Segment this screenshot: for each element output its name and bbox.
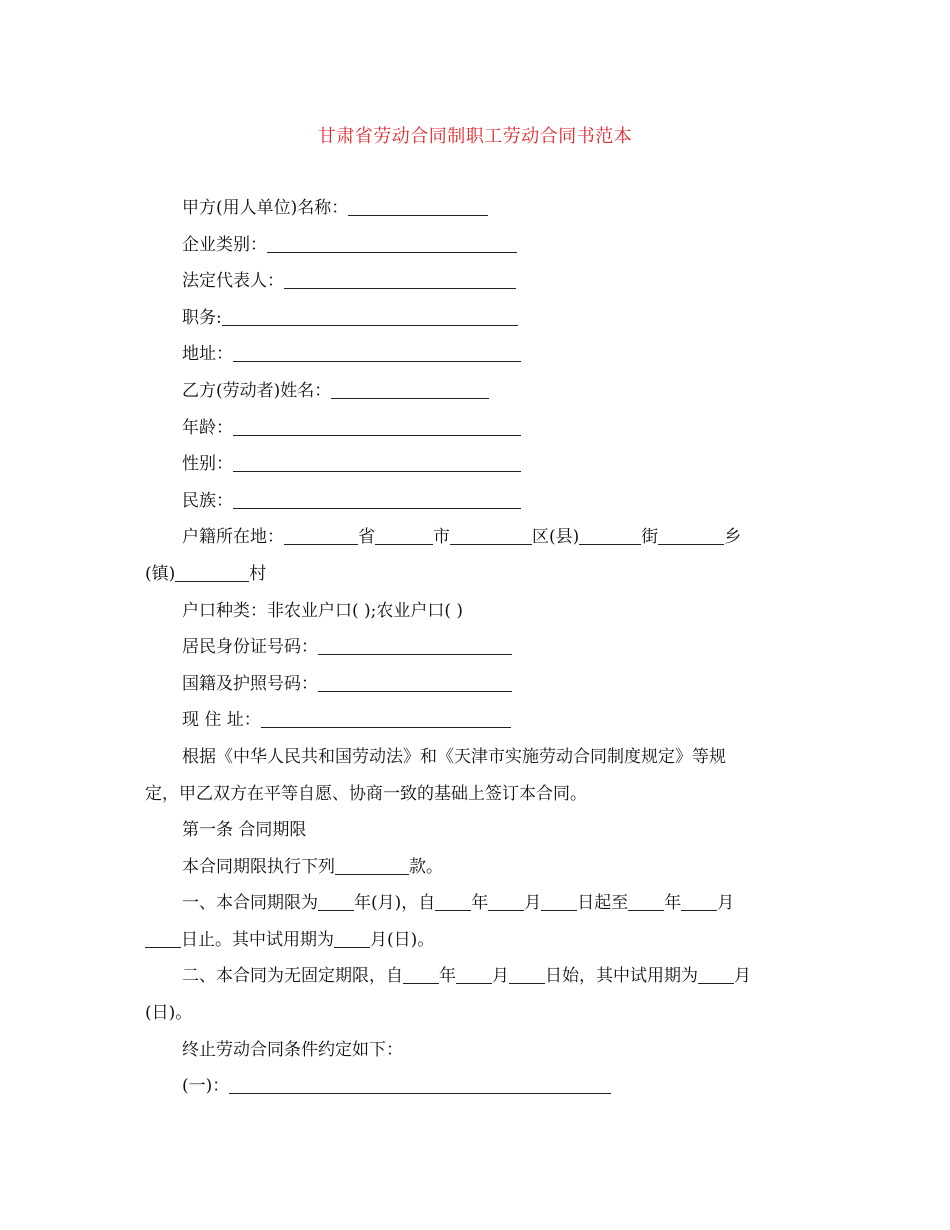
enterprise-type-blank[interactable]	[267, 233, 517, 253]
end-year-blank[interactable]	[628, 891, 664, 911]
term-open-text-a: 二、本合同为无固定期限，自	[182, 966, 403, 987]
term-choice-text-b: 款。	[409, 856, 443, 877]
termination-item-1-label: (一)：	[182, 1076, 230, 1097]
contract-body	[145, 190, 800, 1105]
start-year-blank[interactable]	[435, 891, 471, 911]
term-fixed-text-a: 一、本合同期限为	[182, 893, 318, 914]
gender-label: 性别：	[182, 454, 233, 475]
hukou-township-text: 乡	[724, 527, 742, 548]
hukou-line-cont	[145, 556, 800, 593]
hukou-province-blank[interactable]	[284, 525, 358, 545]
hukou-city-blank[interactable]	[375, 525, 433, 545]
position-label: 职务:	[182, 307, 222, 328]
gender-line	[145, 446, 800, 483]
hukou-street-text: 街	[641, 527, 659, 548]
age-label: 年龄：	[182, 417, 233, 438]
party-a-name-blank[interactable]	[348, 196, 488, 216]
legal-rep-blank[interactable]	[284, 269, 516, 289]
end-day-blank[interactable]	[145, 928, 181, 948]
basis-paragraph-line-2: 定，甲乙双方在平等自愿、协商一致的基础上签订本合同。	[145, 783, 587, 804]
start-day-text: 日起至	[577, 893, 629, 914]
start-year-text: 年	[471, 893, 489, 914]
hukou-village-text: 村	[249, 563, 267, 584]
party-b-name-blank[interactable]	[331, 379, 489, 399]
address-label: 地址：	[182, 344, 233, 365]
end-month-blank[interactable]	[681, 891, 717, 911]
term-choice-text-a: 本合同期限执行下列	[182, 856, 335, 877]
termination-item-1-line	[145, 1068, 800, 1105]
hukou-line	[145, 519, 800, 556]
legal-rep-line	[145, 263, 800, 300]
passport-line	[145, 666, 800, 703]
term-open-text-e: 月	[734, 966, 751, 987]
term-choice-line	[145, 849, 800, 886]
enterprise-type-label: 企业类别：	[182, 234, 267, 255]
enterprise-type-line	[145, 227, 800, 264]
hukou-type-line: 户口种类：非农业户口( );农业户口( )	[182, 600, 464, 621]
term-open-line	[145, 958, 800, 995]
passport-label: 国籍及护照号码：	[182, 673, 318, 694]
document-title: 甘肃省劳动合同制职工劳动合同书范本	[317, 126, 633, 147]
term-fixed-end-text-c: 月(日)。	[370, 929, 435, 950]
open-start-day-blank[interactable]	[509, 964, 545, 984]
legal-rep-label: 法定代表人：	[182, 271, 284, 292]
start-month-blank[interactable]	[488, 891, 524, 911]
age-line	[145, 410, 800, 447]
ethnicity-line	[145, 483, 800, 520]
party-a-name-line	[145, 190, 800, 227]
end-year-text: 年	[664, 893, 682, 914]
ethnicity-label: 民族：	[182, 490, 233, 511]
id-number-label: 居民身份证号码：	[182, 637, 318, 658]
hukou-label: 户籍所在地：	[182, 527, 284, 548]
passport-blank[interactable]	[318, 672, 512, 692]
address-line	[145, 336, 800, 373]
open-start-year-blank[interactable]	[403, 964, 439, 984]
term-fixed-line	[145, 885, 800, 922]
start-month-text: 月	[524, 893, 542, 914]
hukou-street-blank[interactable]	[579, 525, 641, 545]
hukou-district-text: 区(县)	[532, 527, 580, 548]
current-address-label: 现 住 址：	[182, 710, 261, 731]
term-fixed-line-cont	[145, 922, 800, 959]
id-number-blank[interactable]	[318, 635, 512, 655]
party-b-name-label: 乙方(劳动者)姓名：	[182, 380, 332, 401]
term-open-text-d: 日始，其中试用期为	[545, 966, 698, 987]
party-a-name-label: 甲方(用人单位)名称：	[182, 198, 349, 218]
end-month-text: 月	[717, 893, 735, 914]
termination-conditions-line: 终止劳动合同条件约定如下：	[182, 1039, 403, 1060]
age-blank[interactable]	[233, 416, 521, 436]
hukou-township-blank[interactable]	[658, 525, 724, 545]
position-line	[145, 300, 800, 337]
article-1-heading: 第一条 合同期限	[182, 820, 307, 841]
open-start-month-text: 月	[492, 966, 509, 987]
hukou-province-text: 省	[358, 527, 375, 548]
open-start-month-blank[interactable]	[456, 964, 492, 984]
hukou-district-blank[interactable]	[450, 525, 532, 545]
term-open-line-cont: (日)。	[145, 1003, 193, 1024]
hukou-village-blank[interactable]	[175, 562, 249, 582]
open-start-year-text: 年	[439, 966, 456, 987]
term-fixed-text-b: 年(月)，自	[354, 893, 436, 914]
gender-blank[interactable]	[233, 452, 521, 472]
address-blank[interactable]	[233, 342, 521, 362]
position-blank[interactable]	[222, 306, 518, 326]
id-number-line	[145, 629, 800, 666]
current-address-line	[145, 702, 800, 739]
probation-blank[interactable]	[334, 928, 370, 948]
ethnicity-blank[interactable]	[233, 489, 521, 509]
party-b-name-line	[145, 373, 800, 410]
basis-paragraph-line-1: 根据《中华人民共和国劳动法》和《天津市实施劳动合同制度规定》等规	[182, 746, 726, 767]
termination-item-1-blank[interactable]	[229, 1074, 611, 1094]
hukou-town-text: (镇)	[145, 563, 176, 584]
term-choice-blank[interactable]	[335, 855, 409, 875]
current-address-blank[interactable]	[261, 708, 511, 728]
open-probation-blank[interactable]	[698, 964, 734, 984]
start-day-blank[interactable]	[541, 891, 577, 911]
term-fixed-end-text: 日止。其中试用期为	[181, 929, 334, 950]
hukou-city-text: 市	[433, 527, 450, 548]
term-length-blank[interactable]	[318, 891, 354, 911]
